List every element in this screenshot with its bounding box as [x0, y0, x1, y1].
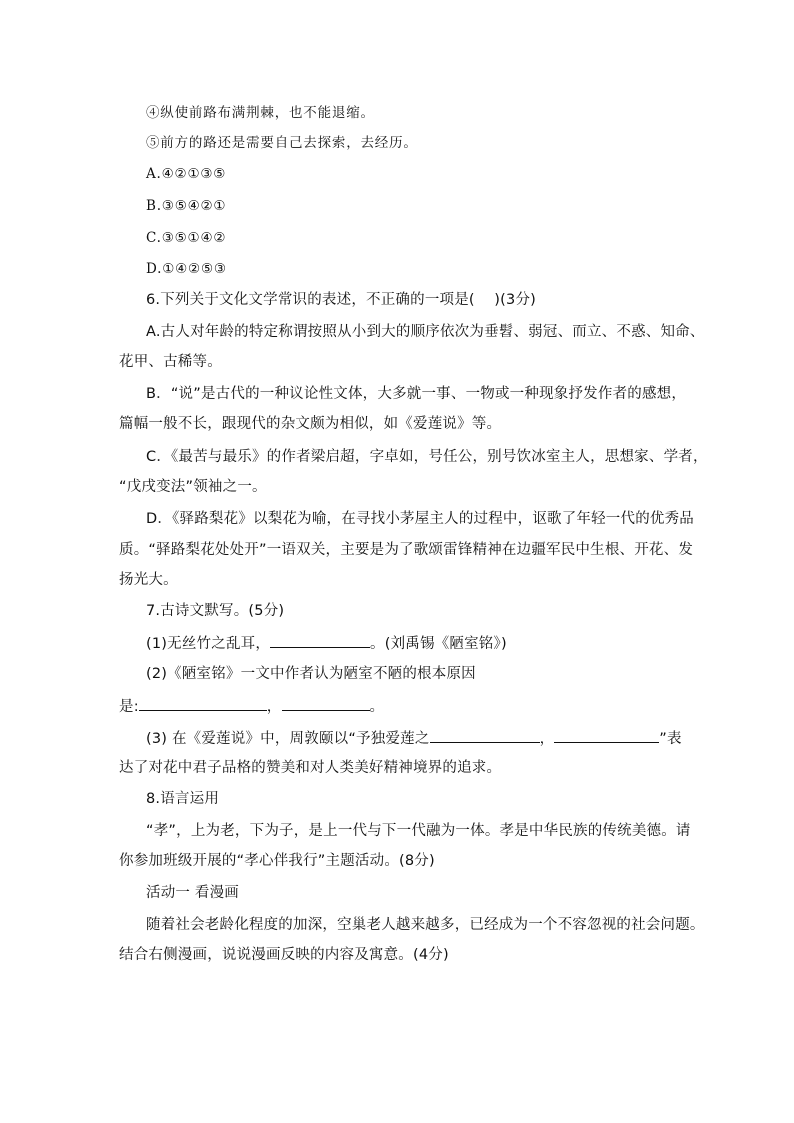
question-8-stem: 8.语言运用	[146, 791, 220, 807]
question-7-sub2-line2	[119, 696, 384, 717]
answer-blank-5[interactable]	[554, 728, 659, 743]
question-7-sub3-separator: ，	[539, 731, 555, 747]
question-7-sub2-end: 。	[369, 699, 385, 715]
question-7-sub1-suffix: 。(刘禹锡《陋室铭》)	[370, 636, 507, 652]
question-7-sub3-prefix: (3) 在《爱莲说》中，周敦颐以“予独爱莲之	[146, 731, 430, 747]
activity-1-text-line2: 结合右侧漫画，说说漫画反映的内容及寓意。(4分)	[119, 947, 449, 963]
question-7-sub3-line1	[146, 728, 682, 749]
question-6-option-c-line2: “戊戌变法”领袖之一。	[119, 479, 267, 495]
question-6-option-a-line1: A.古人对年龄的特定称谓按照从小到大的顺序依次为垂髫、弱冠、而立、不惑、知命、	[146, 324, 705, 340]
question-6-option-d-line3: 扬光大。	[119, 572, 178, 588]
option-d: D.①④②⑤③	[146, 261, 227, 277]
option-b: B.③⑤④②①	[146, 198, 227, 214]
question-7-sub2-prefix: 是:	[119, 699, 139, 715]
question-7-stem: 7.古诗文默写。(5分)	[146, 603, 285, 619]
question-6-option-b-line1: B．“说”是古代的一种议论性文体，大多就一事、一物或一种现象抒发作者的感想，	[146, 386, 687, 402]
activity-1-text-line1: 随着社会老龄化程度的加深，空巢老人越来越多，已经成为一个不容忽视的社会问题。	[146, 917, 705, 933]
question-7-sub3-suffix: ”表	[659, 731, 682, 747]
answer-blank-4[interactable]	[430, 728, 540, 743]
question-6-option-d-line2: 质。“驿路梨花处处开”一语双关，主要是为了歌颂雷锋精神在边疆军民中生根、开花、发	[119, 542, 694, 558]
question-7-sub2-line1: (2)《陋室铭》一文中作者认为陋室不陋的根本原因	[146, 666, 476, 682]
sentence-item-5: ⑤前方的路还是需要自己去探索，去经历。	[146, 135, 418, 151]
question-6-option-b-line2: 篇幅一般不长，跟现代的杂文颇为相似，如《爱莲说》等。	[119, 416, 502, 432]
question-7-sub3-line2: 达了对花中君子品格的赞美和对人类美好精神境界的追求。	[119, 760, 502, 776]
question-6-stem: 6.下列关于文化文学常识的表述，不正确的一项是( )(3分)	[146, 292, 536, 308]
answer-blank-2[interactable]	[139, 696, 267, 711]
question-6-option-d-line1: D．《驿路梨花》以梨花为喻，在寻找小茅屋主人的过程中，讴歌了年轻一代的优秀品	[146, 511, 695, 527]
question-7-sub1	[146, 633, 507, 654]
question-6-option-c-line1: C．《最苦与最乐》的作者梁启超，字卓如，号任公，别号饮冰室主人，思想家、学者，	[146, 449, 708, 465]
option-c: C.③⑤①④②	[146, 230, 227, 246]
sentence-item-4: ④纵使前路布满荆棘，也不能退缩。	[146, 105, 375, 121]
option-a: A.④②①③⑤	[146, 166, 227, 182]
question-8-intro-line1: “孝”，上为老，下为子，是上一代与下一代融为一体。孝是中华民族的传统美德。请	[146, 823, 691, 839]
question-8-intro-line2: 你参加班级开展的“孝心伴我行”主题活动。(8分)	[119, 853, 435, 869]
question-6-option-a-line2: 花甲、古稀等。	[119, 354, 222, 370]
activity-1-title: 活动一 看漫画	[146, 885, 240, 901]
question-7-sub1-prefix: (1)无丝竹之乱耳，	[146, 636, 271, 652]
answer-blank-1[interactable]	[270, 633, 370, 648]
question-7-sub2-separator: ，	[266, 699, 282, 715]
answer-blank-3[interactable]	[282, 696, 370, 711]
